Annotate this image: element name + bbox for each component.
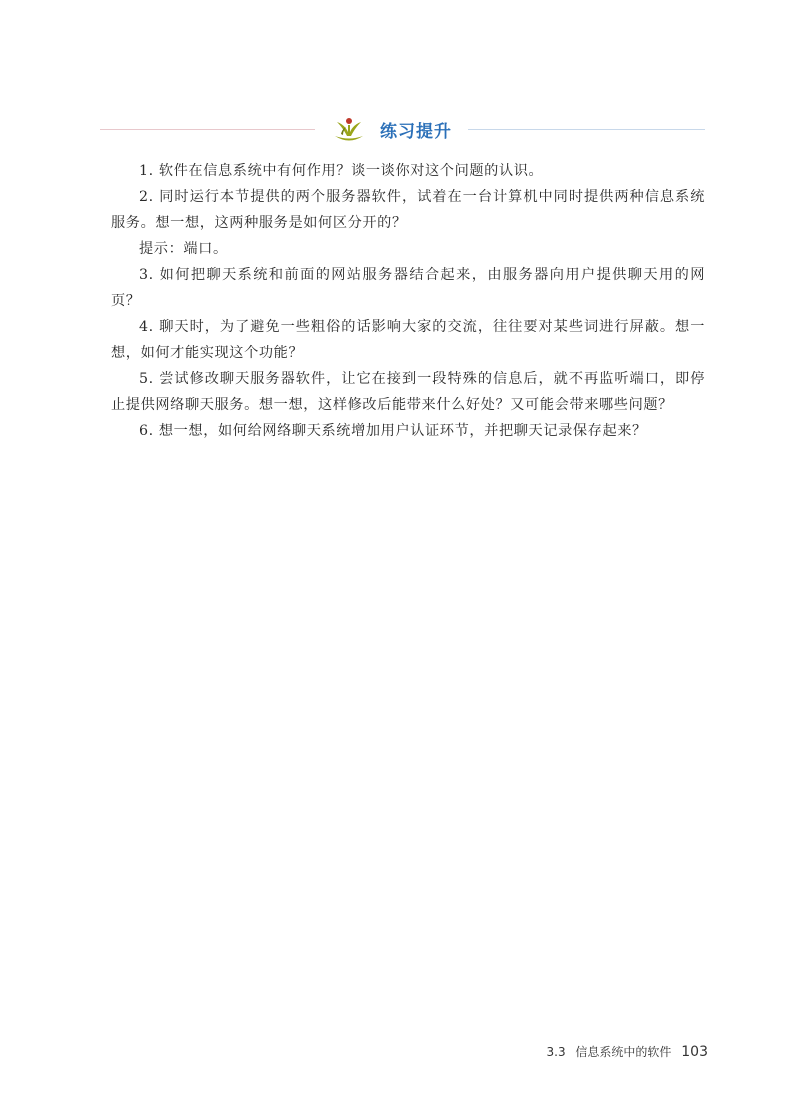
exercise-item-4: 4. 聊天时，为了避免一些粗俗的话影响大家的交流，往往要对某些词进行屏蔽。想一想，如何才能实现这个功能？ — [111, 319, 705, 361]
header-rule-right — [468, 129, 705, 130]
footer-section-title: 信息系统中的软件 — [575, 1045, 672, 1059]
section-header — [100, 112, 705, 152]
exercise-item-3: 3. 如何把聊天系统和前面的网站服务器结合起来，由服务器向用户提供聊天用的网页？ — [111, 267, 705, 309]
exercise-hint: 提示：端口。 — [139, 241, 228, 257]
sprout-icon — [332, 112, 366, 144]
section-title: 练习提升 — [380, 122, 452, 142]
exercise-item-1: 1. 软件在信息系统中有何作用？谈一谈你对这个问题的认识。 — [139, 163, 544, 179]
page-number: 103 — [681, 1044, 708, 1060]
exercise-item-2: 2. 同时运行本节提供的两个服务器软件，试着在一台计算机中同时提供两种信息系统服务。想一想，这两种服务是如何区分开的？ — [111, 189, 705, 231]
exercise-item-6: 6. 想一想，如何给网络聊天系统增加用户认证环节，并把聊天记录保存起来？ — [139, 423, 647, 439]
page-footer — [547, 1043, 709, 1060]
header-rule-left — [100, 129, 315, 130]
exercise-item-5: 5. 尝试修改聊天服务器软件，让它在接到一段特殊的信息后，就不再监听端口，即停止提供网络聊天服务。想一想，这样修改后能带来什么好处？又可能会带来哪些问题？ — [111, 371, 705, 413]
footer-section-number: 3.3 — [546, 1045, 566, 1059]
exercise-list — [111, 158, 705, 444]
